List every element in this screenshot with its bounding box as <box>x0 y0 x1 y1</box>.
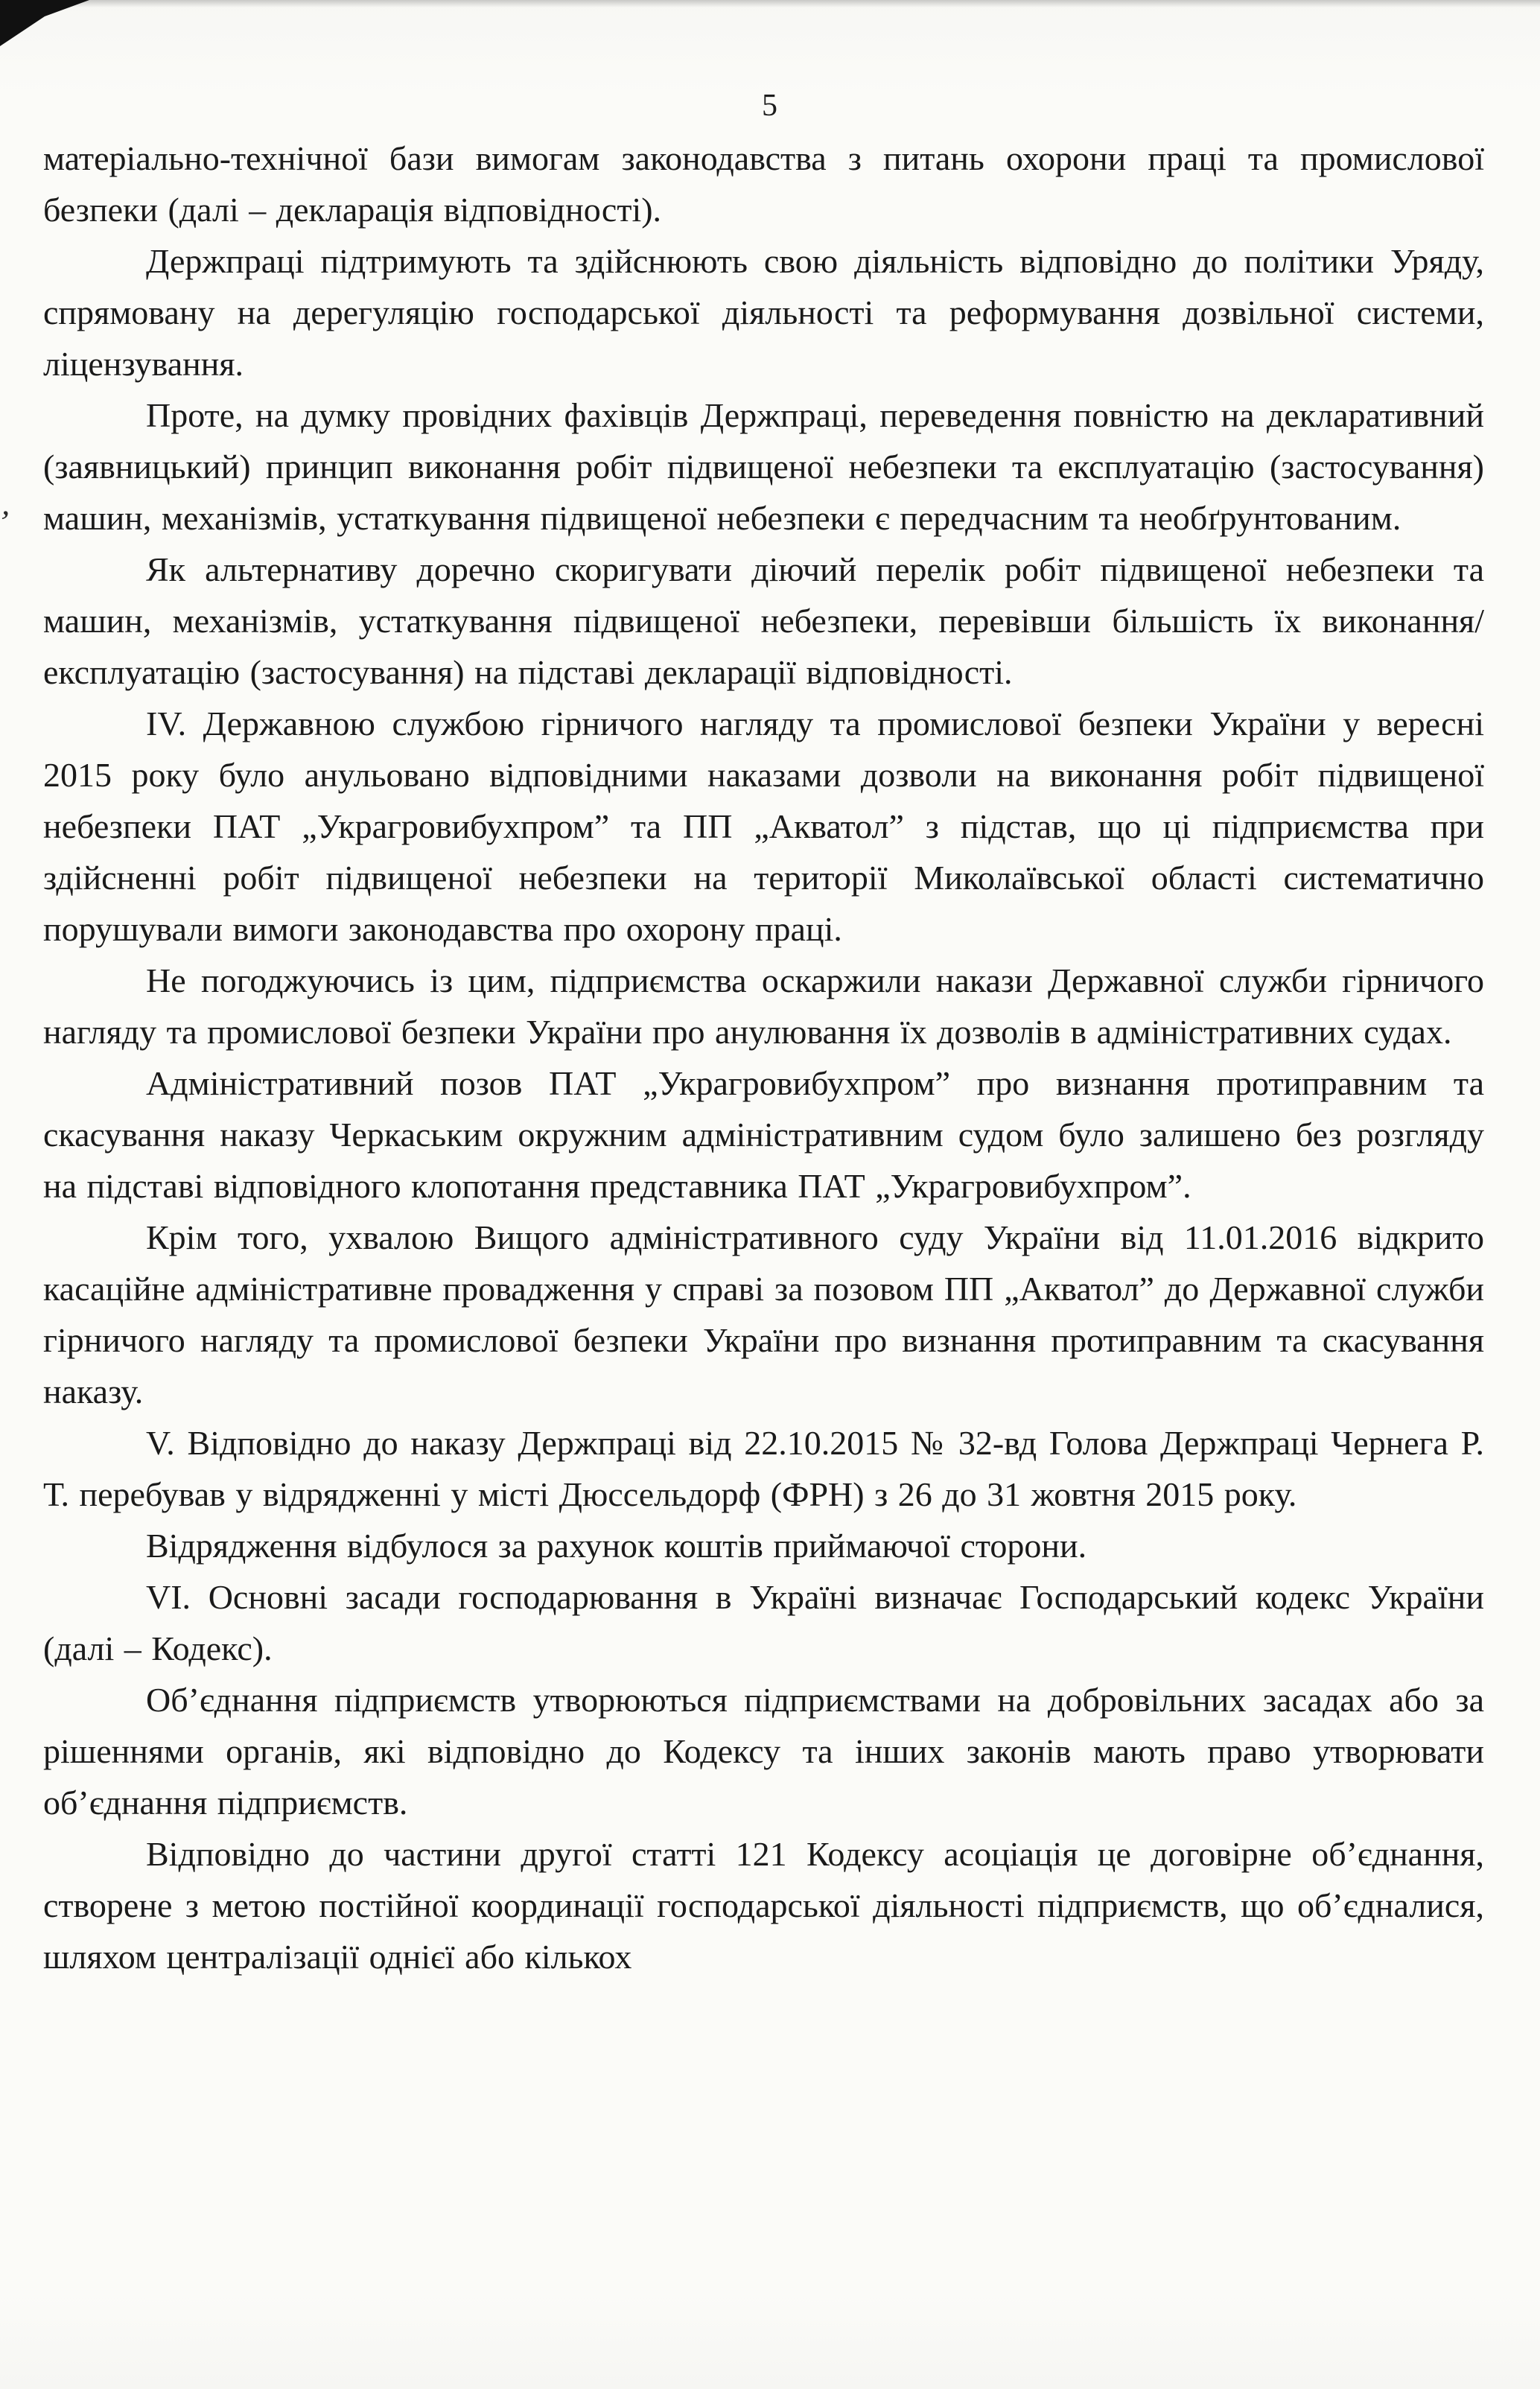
paragraph: Не погоджуючись із цим, підприємства оскаржили накази Державної служби гірничого нагляду та промислової безпеки України про анулювання їх дозволів в адміністративних судах. <box>43 961 1484 1051</box>
paragraph: Як альтернативу доречно скоригувати діючий перелік робіт підвищеної небезпеки та машин, механізмів, устаткування підвищеної небезпеки, перевівши більшість їх виконання/експлуатацію (застосування) на підставі декларації відповідності. <box>43 550 1484 691</box>
paragraph: IV. Державною службою гірничого нагляду та промислової безпеки України у вересні 2015 року було анульовано відповідними наказами дозволи на виконання робіт підвищеної небезпеки ПАТ „Украгровибухпром” та ПП „Акватол” з підстав, що ці підприємства при здійсненні робіт підвищеної небезпеки на території Миколаївської області систематично порушували вимоги законодавства про охорону праці. <box>43 704 1484 948</box>
paragraph: Крім того, ухвалою Вищого адміністративного суду України від 11.01.2016 відкрито касаційне адміністративне провадження у справі за позовом ПП „Акватол” до Державної служби гірничого нагляду та промислової безпеки України про визнання протиправним та скасування наказу. <box>43 1218 1484 1410</box>
paragraph: VI. Основні засади господарювання в Україні визначає Господарський кодекс України (далі – Кодекс). <box>43 1578 1484 1667</box>
paragraph: Держпраці підтримують та здійснюють свою діяльність відповідно до політики Уряду, спрямовану на дерегуляцію господарської діяльності та реформування дозвільної системи, ліцензування. <box>43 242 1484 383</box>
page-number: 5 <box>762 89 778 123</box>
scan-edge-shadow <box>0 0 1540 7</box>
document-body <box>43 133 1484 1982</box>
paragraph: матеріально-технічної бази вимогам законодавства з питань охорони праці та промислової безпеки (далі – декларація відповідності). <box>43 139 1484 229</box>
paragraph: V. Відповідно до наказу Держпраці від 22.10.2015 № 32-вд Голова Держпраці Чернега Р. Т. перебував у відрядженні у місті Дюссельдорф (ФРН) з 26 до 31 жовтня 2015 року. <box>43 1424 1484 1513</box>
paragraph: Об’єднання підприємств утворюються підприємствами на добровільних засадах або за рішеннями органів, які відповідно до Кодексу та інших законів мають право утворювати об’єднання підприємств. <box>43 1681 1484 1822</box>
paragraph: Відповідно до частини другої статті 121 Кодексу асоціація це договірне об’єднання, створене з метою постійної координації господарської діяльності підприємств, що об’єдналися, шляхом централізації однієї або кількох <box>43 1835 1484 1976</box>
scan-artifact-corner <box>0 0 112 52</box>
paragraph: Відрядження відбулося за рахунок коштів приймаючої сторони. <box>146 1527 1087 1565</box>
paragraph: Проте, на думку провідних фахівців Держпраці, переведення повністю на декларативний (заявницький) принцип виконання робіт підвищеної небезпеки та експлуатацію (застосування) машин, механізмів, устаткування підвищеної небезпеки є передчасним та необґрунтованим. <box>43 396 1484 537</box>
paragraph: Адміністративний позов ПАТ „Украгровибухпром” про визнання протиправним та скасування наказу Черкаським окружним адміністративним судом було залишено без розгляду на підставі відповідного клопотання представника ПАТ „Украгровибухпром”. <box>43 1064 1484 1205</box>
scan-artifact-left-mark: , <box>0 485 14 523</box>
